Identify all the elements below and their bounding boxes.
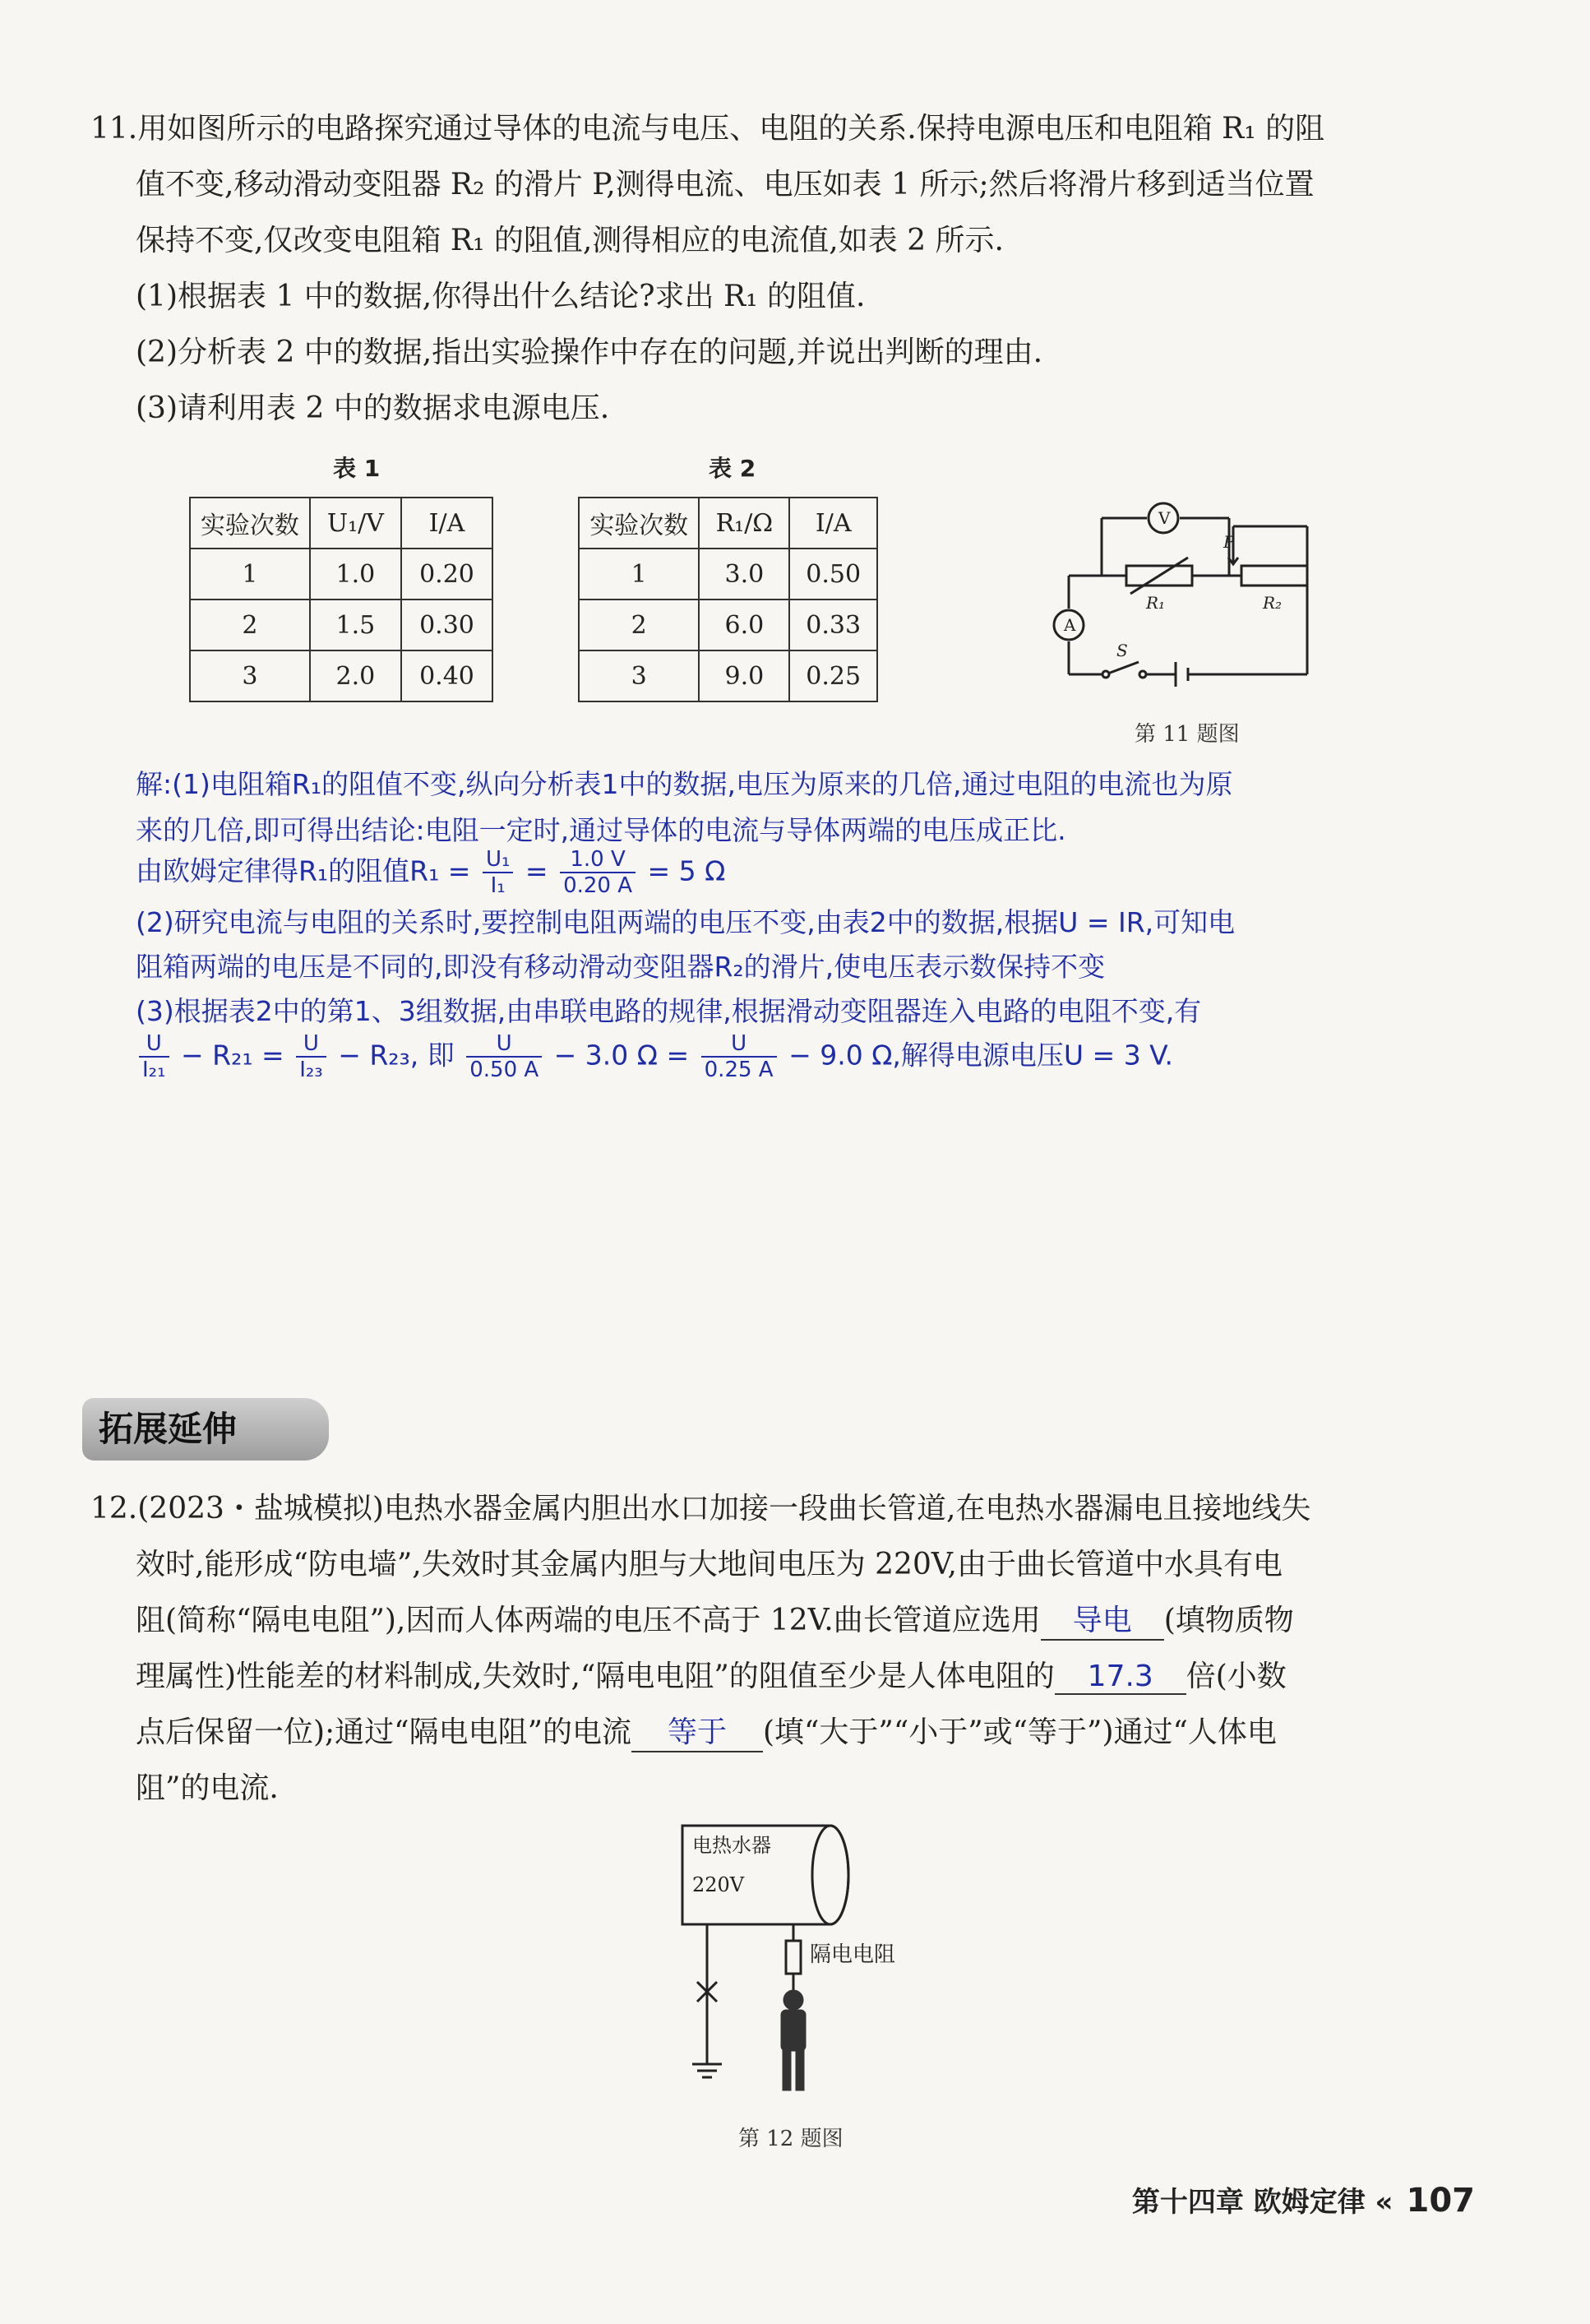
table-cell: 0.50 [789,549,877,600]
fraction: $\frac{1.0 V}{0.20 A}$ [560,847,636,898]
q12-text: 阻(简称“隔电电阻”),因而人体两端的电压不高于 12V.曲长管道应选用 [136,1604,1041,1637]
q11-line-6: (3)请利用表 2 中的数据求电源电压. [136,391,610,425]
r2-label: R₂ [1263,593,1283,613]
person-icon [781,1990,806,2090]
table-1-title: 表 1 [333,455,381,482]
q12-line-4 [136,1653,1287,1695]
table-row [579,549,877,600]
table-row [579,650,877,701]
q12-line-3 [136,1597,1294,1641]
table-row [579,600,877,650]
table-2-title: 表 2 [709,455,756,482]
q12-text: 倍(小数 [1186,1660,1287,1693]
answer-blank-2: 17.3 [1055,1660,1186,1695]
section-title-badge [82,1398,329,1461]
answer-text: − 3.0 Ω = [553,1039,690,1072]
q11-line-1: 11.用如图所示的电路探究通过导体的电流与电压、电阻的关系.保持电源电压和电阻箱 R₁ 的阻 [90,112,1325,146]
q12-text: 理属性)性能差的材料制成,失效时,“隔电电阻”的阻值至少是人体电阻的 [136,1660,1055,1693]
table-cell: 1 [579,549,699,600]
table-cell: 0.25 [789,650,877,701]
table-cell: 0.33 [789,600,877,650]
q12-line-5 [136,1709,1277,1752]
figure-12-caption: 第 12 题图 [738,2127,844,2151]
switch-label: S [1116,641,1128,660]
answer-line-6: (3)根据表2中的第1、3组数据,由串联电路的规律,根据滑动变阻器连入电路的电阻不变,有 [136,995,1202,1027]
answer-blank-3: 等于 [631,1709,763,1752]
section-title: 拓展延伸 [99,1409,238,1449]
heater-voltage: 220V [692,1873,745,1896]
q12-line-2: 效时,能形成“防电墙”,失效时其金属内胆与大地间电压为 220V,由于曲长管道中水具有电 [136,1548,1283,1581]
answer-line-7 [136,1031,1173,1082]
fraction: $\frac{\text{U₁}}{\text{I₁}}$ [483,847,513,898]
fraction: $\frac{U}{0.50 A}$ [466,1031,542,1082]
table-cell: 1.5 [310,600,401,650]
table-1 [189,497,493,702]
table-cell: 1.0 [310,549,401,600]
table-cell: 2 [190,600,310,650]
q12-text: 点后保留一位);通过“隔电电阻”的电流 [136,1715,631,1749]
q11-line-4: (1)根据表 1 中的数据,你得出什么结论?求出 R₁ 的阻值. [136,280,866,313]
fraction: $\frac{U}{0.25 A}$ [701,1031,777,1082]
table-header-cell: I/A [401,498,492,549]
page-footer [1132,2179,1475,2220]
fraction: $\frac{U}{\text{I₂₃}}$ [296,1031,326,1082]
table-header-cell: I/A [789,498,877,549]
table-cell: 9.0 [699,650,789,701]
fraction: $\frac{U}{\text{I₂₁}}$ [139,1031,169,1082]
table-cell: 6.0 [699,600,789,650]
answer-line-1: 解:(1)电阻箱R₁的阻值不变,纵向分析表1中的数据,电压为原来的几倍,通过电阻的电流也为原 [136,768,1233,800]
q12-text: (填物质物 [1163,1604,1294,1637]
answer-text: = 5 Ω [647,854,726,887]
q11-line-2: 值不变,移动滑动变阻器 R₂ 的滑片 P,测得电流、电压如表 1 所示;然后将滑片移到适当位置 [136,168,1315,201]
table-header-cell: U₁/V [310,498,401,549]
q11-line-3: 保持不变,仅改变电阻箱 R₁ 的阻值,测得相应的电流值,如表 2 所示. [136,224,1004,257]
q12-text: (填“大于”“小于”或“等于”)通过“人体电 [762,1715,1277,1749]
answer-text: − R₂₁ = [181,1039,284,1072]
slider-label: P [1223,532,1235,552]
q11-line-5: (2)分析表 2 中的数据,指出实验操作中存在的问题,并说出判断的理由. [136,336,1043,369]
table-cell: 1 [190,549,310,600]
table-row [190,600,492,650]
answer-line-5: 阻箱两端的电压是不同的,即没有移动滑动变阻器R₂的滑片,使电压表示数保持不变 [136,951,1106,983]
answer-text: 由欧姆定律得R₁的阻值R₁ = [136,854,479,887]
table-header-row [579,498,877,549]
table-cell: 3 [190,650,310,701]
resistor-label: 隔电电阻 [810,1942,896,1967]
figure-11-caption: 第 11 题图 [1135,722,1240,747]
table-row [190,549,492,600]
table-2 [578,497,878,702]
answer-text: − 9.0 Ω,解得电源电压U = 3 V. [788,1039,1173,1072]
answer-text: − R₂₃, 即 [338,1039,455,1072]
table-cell: 3 [579,650,699,701]
table-header-cell: R₁/Ω [699,498,789,549]
answer-line-2: 来的几倍,即可得出结论:电阻一定时,通过导体的电流与导体两端的电压成正比. [136,814,1066,846]
r1-label: R₁ [1146,593,1166,613]
chapter-title: 第十四章 欧姆定律 « [1131,2186,1394,2219]
answer-blank-1: 导电 [1041,1597,1164,1641]
table-cell: 2.0 [310,650,401,701]
table-cell: 0.30 [401,600,492,650]
ammeter-label: A [1064,615,1076,635]
table-cell: 0.40 [401,650,492,701]
heater-label: 电热水器 [692,1834,771,1857]
answer-line-4: (2)研究电流与电阻的关系时,要控制电阻两端的电压不变,由表2中的数据,根据U = IR,可知电 [136,906,1236,938]
table-header-cell: 实验次数 [190,498,310,549]
voltmeter-label: V [1158,508,1171,528]
answer-text: = [525,854,548,887]
answer-line-3 [136,847,725,898]
circuit-diagram-11 [1044,493,1340,707]
table-cell: 0.20 [401,549,492,600]
table-cell: 2 [579,600,699,650]
q12-line-1: 12.(2023・盐城模拟)电热水器金属内胆出水口加接一段曲长管道,在电热水器漏电且接地线失 [90,1492,1311,1525]
table-cell: 3.0 [699,549,789,600]
table-header-row [190,498,492,549]
table-header-cell: 实验次数 [579,498,699,549]
table-row [190,650,492,701]
q12-line-6: 阻”的电流. [136,1771,279,1805]
page-number: 107 [1406,2182,1475,2220]
